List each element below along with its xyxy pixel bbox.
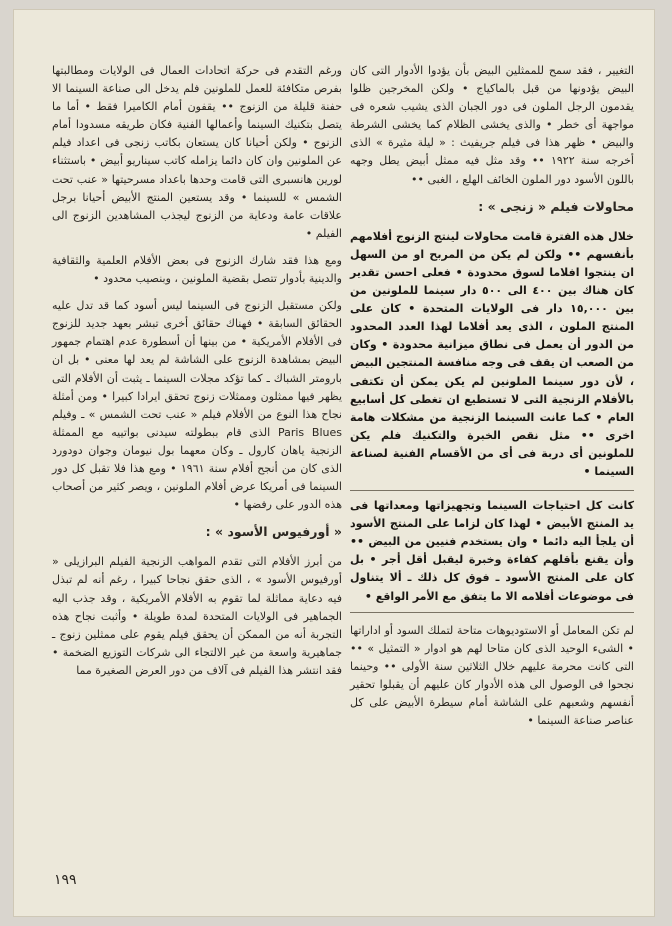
book-page bbox=[14, 10, 654, 916]
left-paragraph-3: ولكن مستقبل الزنوج فى السينما ليس أسود كما قد تدل عليه الحقائق السابقة • فهناك حقائق أخرى تبشر بعهد جديد للزنوج فى الأفلام الأمريكية • من بينها أن أسطورة عدم اهتمام جمهور البيض بمشاهدة الزنوج على الشاشة لم يعد لها معنى • بل ان بارومتر الشباك ـ كما تؤكد مجلات السينما ـ يثبت أن الأفلام التى يظهر فيها ممثلون وممثلات زنوج تحقق ايرادا كبيرا • ومن أمثلة نجاح هذا النوع من الأفلام فيلم « عنب تحت الشمس » ـ وفيلم Paris Blues الذى قام ببطولته سيدنى بواتييه مع الممثلة الزنجية ياهان كارول ـ وكان معهما بول نيومان وجوان دودورد الذى كان من أنجح أفلام سنة ١٩٦١ • ومع هذا فلا تقبل كل دور السينما فى أمريكا عرض أفلام الملونين ، ويصر كثير من أصحاب هذه الدور على رفضها • bbox=[52, 299, 343, 512]
section-heading-negro-film: محاولات فيلم « زنجى » : bbox=[478, 198, 634, 214]
left-paragraph-1: ورغم التقدم فى حركة اتحادات العمال فى الولايات ومطالبتها بفرص متكافئة للعمل للملونين فلم يدخل الى صناعة السينما الا حفنة قليلة من الزنوج •• يقفون أمام الكاميرا فقط • أما ما يتصل بتكنيك السينما وأعمالها الفنية فكان طريقه مسدودا أمام الزنوج • ولكن أحيانا كان يستعان بكاتب زنجى فى اعداد فيلم عن الملونين وان كان دائما يزامله كاتب سيناريو أبيض • باستثناء لورين هانسبرى التى قامت وحدها باعداد مسرحيتها « عنب تحت الشمس » للسينما • وقد يستعين المنتج الأبيض أحيانا برجل علاقات عامة ودعاية من الزنوج ليجذب المشاهدين الزنوج الى الفيلم • bbox=[52, 64, 342, 240]
right-outro-paragraph: لم تكن المعامل أو الاستوديوهات متاحة لتملك السود أو اداراتها • الشىء الوحيد الذى كان متاحا لهم هو ادوار « التمثيل » •• التى كانت محرمة عليهم خلال الثلاثين سنة الأولى •• وحينما نجحوا فى الوصول الى هذه الأدوار كان عليهم أن يقبلوا تحقير أنفسهم وشعبهم على الشاشة أمام سيطرة الأبيض على كل عناصر صناعة السينما • bbox=[350, 623, 634, 728]
left-paragraph-4: من أبرز الأفلام التى تقدم المواهب الزنجية الفيلم البرازيلى « أورفيوس الأسود » ، الذى حقق نجاحا كبيرا ، رغم أنه لم تبذل فيه دعاية مماثلة لما تقوم به الأفلام الأمريكية ، وقد جذب اليه الجماهير فى الولايات المتحدة لمدة طويلة • وأثبت نجاح هذه التجربة أنه من الممكن أن يحقق فيلم يقوم على ممثلين زنوج ـ جماهيرية واسعة من غير الالتجاء الى شركات التوزيع الضخمة • فقد انتشر هذا الفيلم فى آلاف من دور العرض الصغيرة مما bbox=[52, 555, 342, 677]
right-bold-paragraph-1: خلال هذه الفترة قامت محاولات لينتج الزنوج أفلامهم بأنفسهم •• ولكن لم يكن من المربح او من السهل ان ينتجوا افلاما لسوق محدودة • فعلى احسن تقدير كان هناك بين ٤٠٠ الى ٥٠٠ دار سينما للملونين من بين ١٥,٠٠٠ دار فى الولايات المتحدة • كان على المنتج الملون ، الذى يعد أفلاما لهذا العدد المحدود من الدور أن يعمل فى نطاق ميزانية محدودة • وكان من الصعب ان يقف فى وجه منافسة المنتجين البيض ، لأن دور سينما الملونين لم يكن يمكن أن تكتفى بالأفلام الزنجية التى لا تستطيع ان تغطى كل أسابيع العام • كما عانت السينما الزنجية من مشكلات هامة اخرى •• مثل نقص الخبرة والتكنيك فلم يكن للملونين أى دربة فى أى من الأقسام الفنية لصناعة السينما • bbox=[350, 229, 634, 478]
right-column bbox=[350, 62, 634, 739]
right-intro-paragraph: التغيير ، فقد سمح للممثلين البيض بأن يؤدوا الأدوار التى كان البيض يؤدونها من قبل بالماكياج • ولكن المخرجين ظلوا يقدمون الرجل الملون فى دور الجبان الذى يشيب شعره فى مواجهة أى خطر • والذى يخشى الظلام كما يخشى الشرطة والبيض • ظهر هذا فى فيلم جريفيث : « ليلة مثيرة » الذى أخرجه سنة ١٩٢٢ •• وقد مثل فيه ممثل أبيض يطل وجهه باللون الأسود دور الملون الخائف الهلع ، الغبى •• bbox=[350, 64, 634, 186]
page-number: ١٩٩ bbox=[54, 872, 77, 888]
left-paragraph-2: ومع هذا فقد شارك الزنوج فى بعض الأفلام العلمية والثقافية والدينية بأدوار تتصل بقضية الملونين ، وبنصيب محدود • bbox=[52, 253, 342, 286]
left-column bbox=[52, 62, 342, 689]
right-boxed-bold-paragraph: كانت كل احتياجات السينما وتجهيزاتها ومعداتها فى يد المنتج الأبيض • لهذا كان لزاما على المنتج الأسود أن يلجأ اليه دائما • وان يستخدم فنيين من البيض •• وأن يقنع بأقلهم كفاءة وخبرة ليقبل أقل أجر • بل كان على المنتج الأسود ـ فوق كل ذلك ـ ألا يتناول فى موضوعات أفلامه الا ما يتفق مع الأمر الواقع • bbox=[350, 490, 634, 613]
section-heading-black-orpheus: « أورفيوس الأسود » : bbox=[205, 524, 342, 540]
